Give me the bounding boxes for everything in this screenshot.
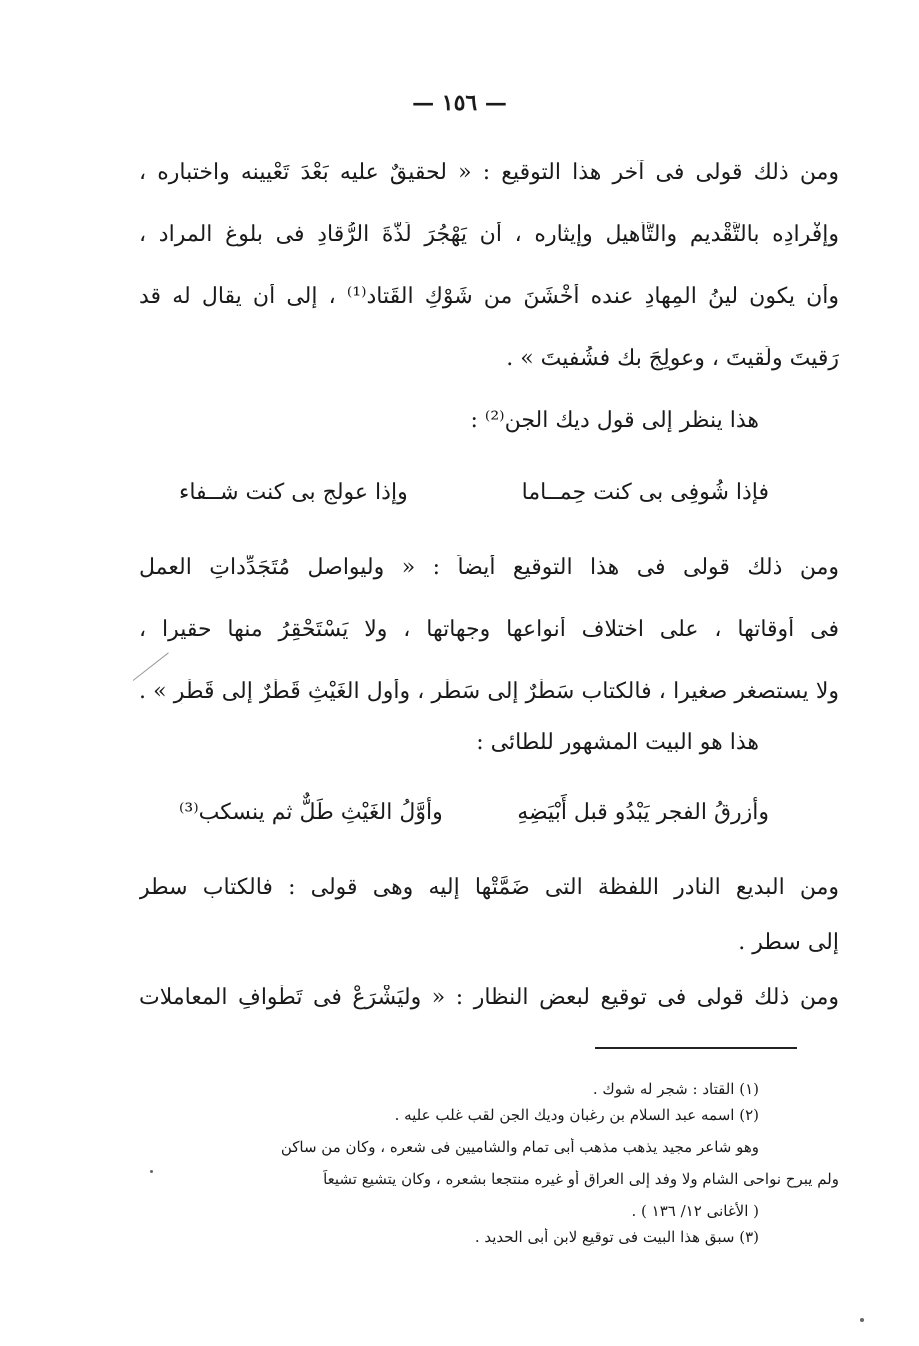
- body-line: إلى سطر .: [738, 930, 839, 955]
- body-line: وإفْرادِه بالتَّقْديم والتَّأهيل وإيثاره ، أن يَهْجُرَ لَذَّةَ الرُّقادِ فى بلوغ المراد ،: [139, 222, 839, 247]
- body-line: فى أوقاتها ، على اختلاف أنواعها وجهاتها ، ولا يَسْتَحْقِرُ منها حقيرا ،: [139, 617, 839, 642]
- footnote: (٣) سبق هذا البيت فى توقيع لابن أبى الحديد .: [474, 1228, 759, 1246]
- verse-hemistich-second: وإذا عولج بى كنت شــفاء: [179, 480, 408, 505]
- body-line: ومن ذلك قولى فى آخر هذا التوقيع : « لحقيقٌ عليه بَعْدَ تَعْيينه واختباره ،: [139, 160, 839, 185]
- body-line: وأن يكون لينُ المِهادِ عنده أخْشَنَ من شَوْكِ القَتاد⁽¹⁾ ، إلى أن يقال له قد: [139, 284, 839, 309]
- page-number: — ١٥٦ —: [412, 90, 507, 116]
- scan-scratch: [133, 652, 169, 680]
- body-line: ولا يستصغر صغيرا ، فالكتاب سَطْرٌ إلى سَطْرٍ ، وأول الغَيْثِ قَطْرٌ إلى قَطْرٍ » .: [139, 679, 839, 704]
- verse-hemistich-second: وأوَّلُ الغَيْثِ طَلٌّ ثم ينسكب⁽³⁾: [179, 800, 443, 825]
- body-line: هذا هو البيت المشهور للطائى :: [476, 730, 759, 755]
- footnote-rule: [595, 1047, 797, 1049]
- footnote: (٢) اسمه عبد السلام بن رغبان وديك الجن لقب غلب عليه .: [394, 1106, 759, 1124]
- footnote: ولم يبرح نواحى الشام ولا وفد إلى العراق أو غيره منتجعا بشعره ، وكان يتشيع تشيعاً: [323, 1170, 839, 1188]
- footnote: ( الأغانى ١٢/ ١٣٦ ) .: [631, 1202, 759, 1220]
- verse: [179, 800, 769, 825]
- footnote: (١) القتاد : شجر له شوك .: [592, 1080, 759, 1098]
- footnote: وهو شاعر مجيد يذهب مذهب أبى تمام والشاميين فى شعره ، وكان من ساكن: [280, 1138, 759, 1156]
- verse-hemistich-first: وأزرقُ الفجر يَبْدُو قبل أَبْيَضِهِ: [517, 800, 769, 825]
- body-line: ومن ذلك قولى فى توقيع لبعض النظار : « وليَشْرَعْ فى تَطْوافِ المعاملات: [139, 985, 839, 1010]
- scan-speck: [150, 1170, 153, 1173]
- body-line: رَقيتَ ولَقيتَ ، وعولِجَ بك فشُفيتَ » .: [506, 346, 839, 371]
- body-line: ومن ذلك قولى فى هذا التوقيع أيضاً : « وليواصل مُتَجَدِّداتِ العمل: [139, 555, 839, 580]
- verse-hemistich-first: فإذا شُوفِى بى كنت حِمــاما: [521, 480, 769, 505]
- verse: [179, 480, 769, 505]
- body-line: هذا ينظر إلى قول ديك الجن⁽²⁾ :: [470, 408, 759, 433]
- scan-speck: [860, 1318, 864, 1322]
- body-line: ومن البديع النادر اللفظة التى ضَمَّتْها إليه وهى قولى : فالكتاب سطر: [139, 875, 839, 900]
